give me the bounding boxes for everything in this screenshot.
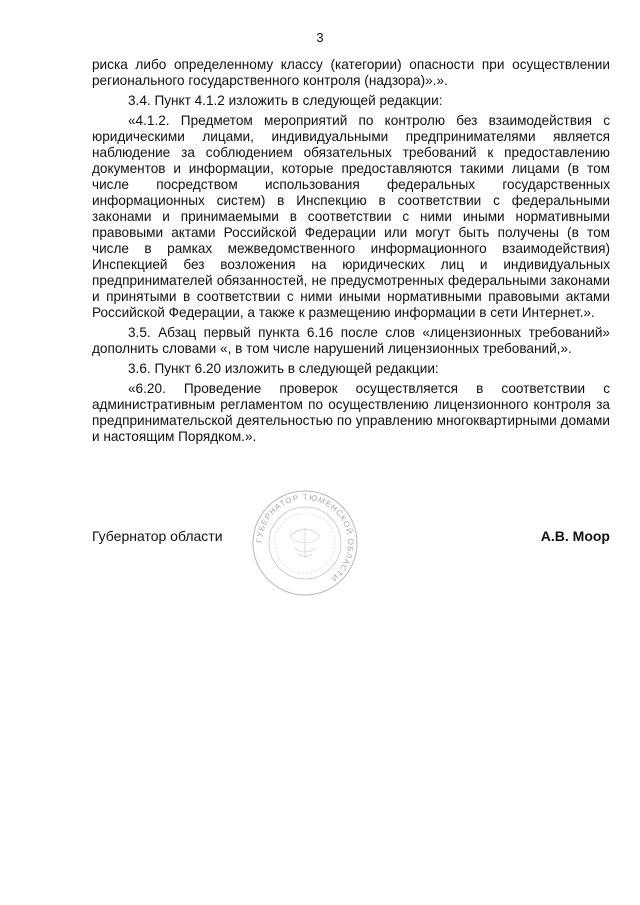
signatory-name: А.В. Моор xyxy=(540,528,610,544)
document-body xyxy=(92,57,610,449)
paragraph-4-1-2: «4.1.2. Предметом мероприятий по контролю без взаимодействия с юридическими лицами, индивидуальными предпринимателями является наблюдение за соблюдением обязательных требований к предоставлению документов и информации, которые предоставляются такими лицами (в том числе посредством использования федеральных государственных информационных систем) в Инспекцию в соответствии с федеральными законами и принимаемыми в соответствии с ними иными нормативными правовыми актами Российской Федерации или могут быть получены (в том числе в рамках межведомственного информационного взаимодействия) Инспекцией без возложения на юридических лиц и индивидуальных предпринимателей обязанностей, не предусмотренных федеральными законами и принятыми в соответствии с ними иными нормативными правовыми актами Российской Федерации, а также к размещению информации в сети Интернет.». xyxy=(92,113,610,320)
paragraph-6-20: «6.20. Проведение проверок осуществляется в соответствии с административным регламентом по осуществлению лицензионного контроля за предпринимательской деятельностью по управлению многоквартирными домами и настоящим Порядком.». xyxy=(92,381,610,444)
paragraph-3-6: 3.6. Пункт 6.20 изложить в следующей редакции: xyxy=(128,361,439,376)
paragraph-3-4: 3.4. Пункт 4.1.2 изложить в следующей редакции: xyxy=(128,93,443,108)
seal-text: ГУБЕРНАТОР ТЮМЕНСКОЙ ОБЛАСТИ xyxy=(254,492,356,584)
signatory-title: Губернатор области xyxy=(92,528,223,544)
paragraph-3-5: 3.5. Абзац первый пункта 6.16 после слов «лицензионных требований» дополнить словами «, в том числе нарушений лицензионных требований,». xyxy=(92,325,610,356)
page-number: 3 xyxy=(316,30,324,45)
signature-block xyxy=(92,528,610,548)
paragraph-continuation: риска либо определенному классу (категории) опасности при осуществлении регионального государственного контроля (надзора)».». xyxy=(92,57,610,88)
